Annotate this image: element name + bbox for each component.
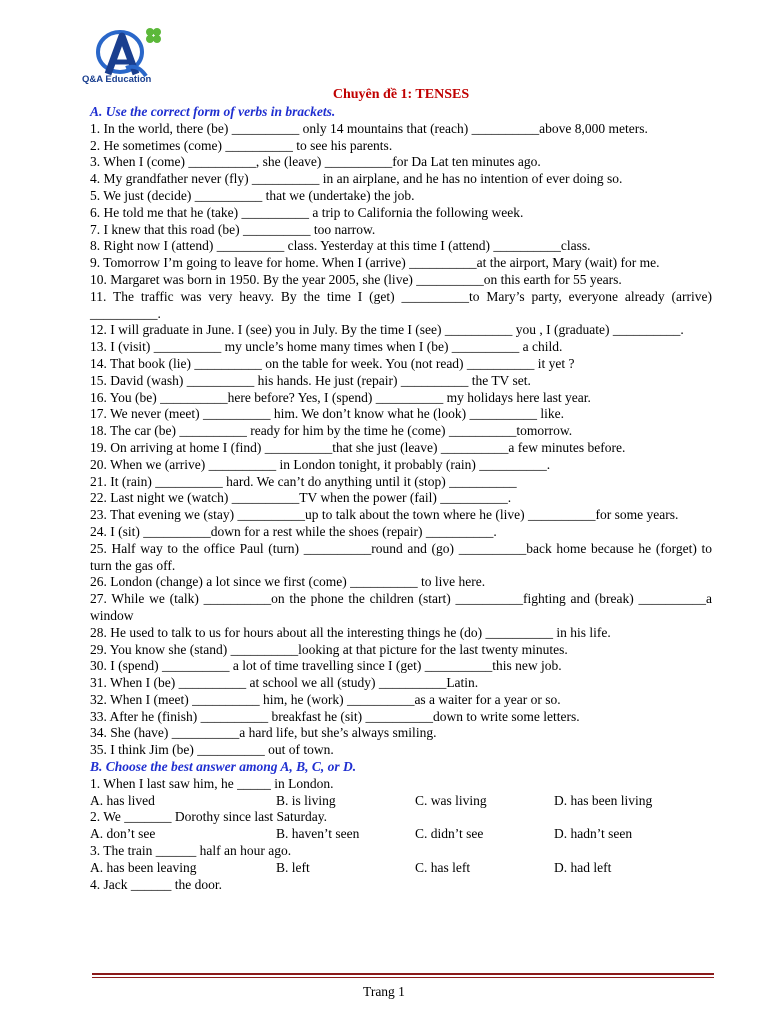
question-item: 7. I knew that this road (be) __________ too narrow. [90,221,376,237]
question-item: 30. I (spend) __________ a lot of time travelling since I (get) __________this new job. [90,658,562,674]
section-b-questions [90,776,712,894]
mc-question: 4. Jack ______ the door. [90,876,222,892]
mc-option: A. has lived [90,792,155,808]
mc-question: 2. We _______ Dorothy since last Saturday. [90,809,328,825]
section-b-heading: B. Choose the best answer among A, B, C, or D. [90,759,357,775]
mc-question: 1. When I last saw him, he _____ in London. [90,775,334,791]
question-item: 1. In the world, there (be) __________ only 14 mountains that (reach) __________above 8,000 meters. [90,120,648,136]
mc-option: B. haven’t seen [276,826,360,842]
mc-option: B. is living [276,792,336,808]
question-item: 34. She (have) __________a hard life, but she’s always smiling. [90,725,437,741]
mc-option: D. had left [554,859,612,875]
question-item: 5. We just (decide) __________ that we (undertake) the job. [90,187,415,203]
question-item: 24. I (sit) __________down for a rest while the shoes (repair) __________. [90,523,497,539]
question-item: 16. You (be) __________here before? Yes, I (spend) __________ my holidays here last year. [90,389,591,405]
question-item: 20. When we (arrive) __________ in London tonight, it probably (rain) __________. [90,456,551,472]
mc-option: C. was living [415,792,487,808]
question-item: 32. When I (meet) __________ him, he (work) __________as a waiter for a year or so. [90,691,561,707]
mc-option: D. hadn’t seen [554,826,633,842]
question-item: 26. London (change) a lot since we first (come) __________ to live here. [90,574,486,590]
question-item: 6. He told me that he (take) __________ a trip to California the following week. [90,204,524,220]
question-item: 15. David (wash) __________ his hands. He just (repair) __________ the TV set. [90,372,531,388]
question-item: 4. My grandfather never (fly) __________ in an airplane, and he has no intention of ever doing so. [90,171,623,187]
mc-option: A. don’t see [90,826,156,842]
question-item: 22. Last night we (watch) __________TV when the power (fail) __________. [90,490,512,506]
question-item: 13. I (visit) __________ my uncle’s home many times when I (be) __________ a child. [90,339,563,355]
question-item: 10. Margaret was born in 1950. By the year 2005, she (live) __________on this earth for 55 years. [90,271,622,287]
question-item: 33. After he (finish) __________ breakfast he (sit) __________down to write some letters. [90,708,580,724]
question-item: 2. He sometimes (come) __________ to see his parents. [90,137,393,153]
logo-caption: Q&A Education [82,74,152,85]
question-item: 27. While we (talk) __________on the phone the children (start) __________fighting and (break) __________a window [90,591,712,623]
question-item: 29. You know she (stand) __________looking at that picture for the last twenty minutes. [90,641,568,657]
mc-option: C. has left [415,859,471,875]
section-a-questions [90,121,712,759]
question-item: 8. Right now I (attend) __________ class. Yesterday at this time I (attend) __________class. [90,238,591,254]
mc-option: A. has been leaving [90,859,197,875]
footer-divider [92,973,714,975]
question-item: 11. The traffic was very heavy. By the time I (get) __________to Mary’s party, everyone already (arrive) __________. [90,288,712,321]
mc-options [90,826,712,843]
question-item: 31. When I (be) __________ at school we all (study) __________Latin. [90,675,479,691]
question-item: 23. That evening we (stay) __________up to talk about the town where he (live) __________for some years. [90,507,679,523]
question-item: 21. It (rain) __________ hard. We can’t do anything until it (stop) __________ [90,473,517,489]
mc-option: C. didn’t see [415,826,484,842]
page-title: Chuyên đề 1: TENSES [332,87,470,102]
footer-divider-thin [92,977,714,978]
question-item: 25. Half way to the office Paul (turn) __________round and (go) __________back home because he (forget) to turn the gas off. [90,540,712,573]
question-item: 35. I think Jim (be) __________ out of town. [90,742,334,758]
question-item: 12. I will graduate in June. I (see) you in July. By the time I (see) __________ you , I (graduate) __________. [90,322,684,338]
mc-option: D. has been living [554,792,653,808]
question-item: 17. We never (meet) __________ him. We don’t know what he (look) __________ like. [90,406,564,422]
question-item: 18. The car (be) __________ ready for him by the time he (come) __________tomorrow. [90,423,573,439]
mc-options [90,860,712,877]
section-a-heading: A. Use the correct form of verbs in brackets. [90,104,336,119]
question-item: 14. That book (lie) __________ on the table for week. You (not read) __________ it yet ? [90,355,575,371]
mc-options [90,793,712,810]
question-item: 19. On arriving at home I (find) __________that she just (leave) __________a few minutes before. [90,439,626,455]
mc-option: B. left [276,859,310,875]
question-item: 3. When I (come) __________, she (leave) __________for Da Lat ten minutes ago. [90,154,541,170]
question-item: 9. Tomorrow I’m going to leave for home. When I (arrive) __________at the airport, Mary (wait) for me. [90,255,660,271]
question-item: 28. He used to talk to us for hours about all the interesting things he (do) __________ in his life. [90,624,611,640]
document-body [90,86,712,893]
page-number: Trang 1 [363,984,405,999]
mc-question: 3. The train ______ half an hour ago. [90,843,292,859]
